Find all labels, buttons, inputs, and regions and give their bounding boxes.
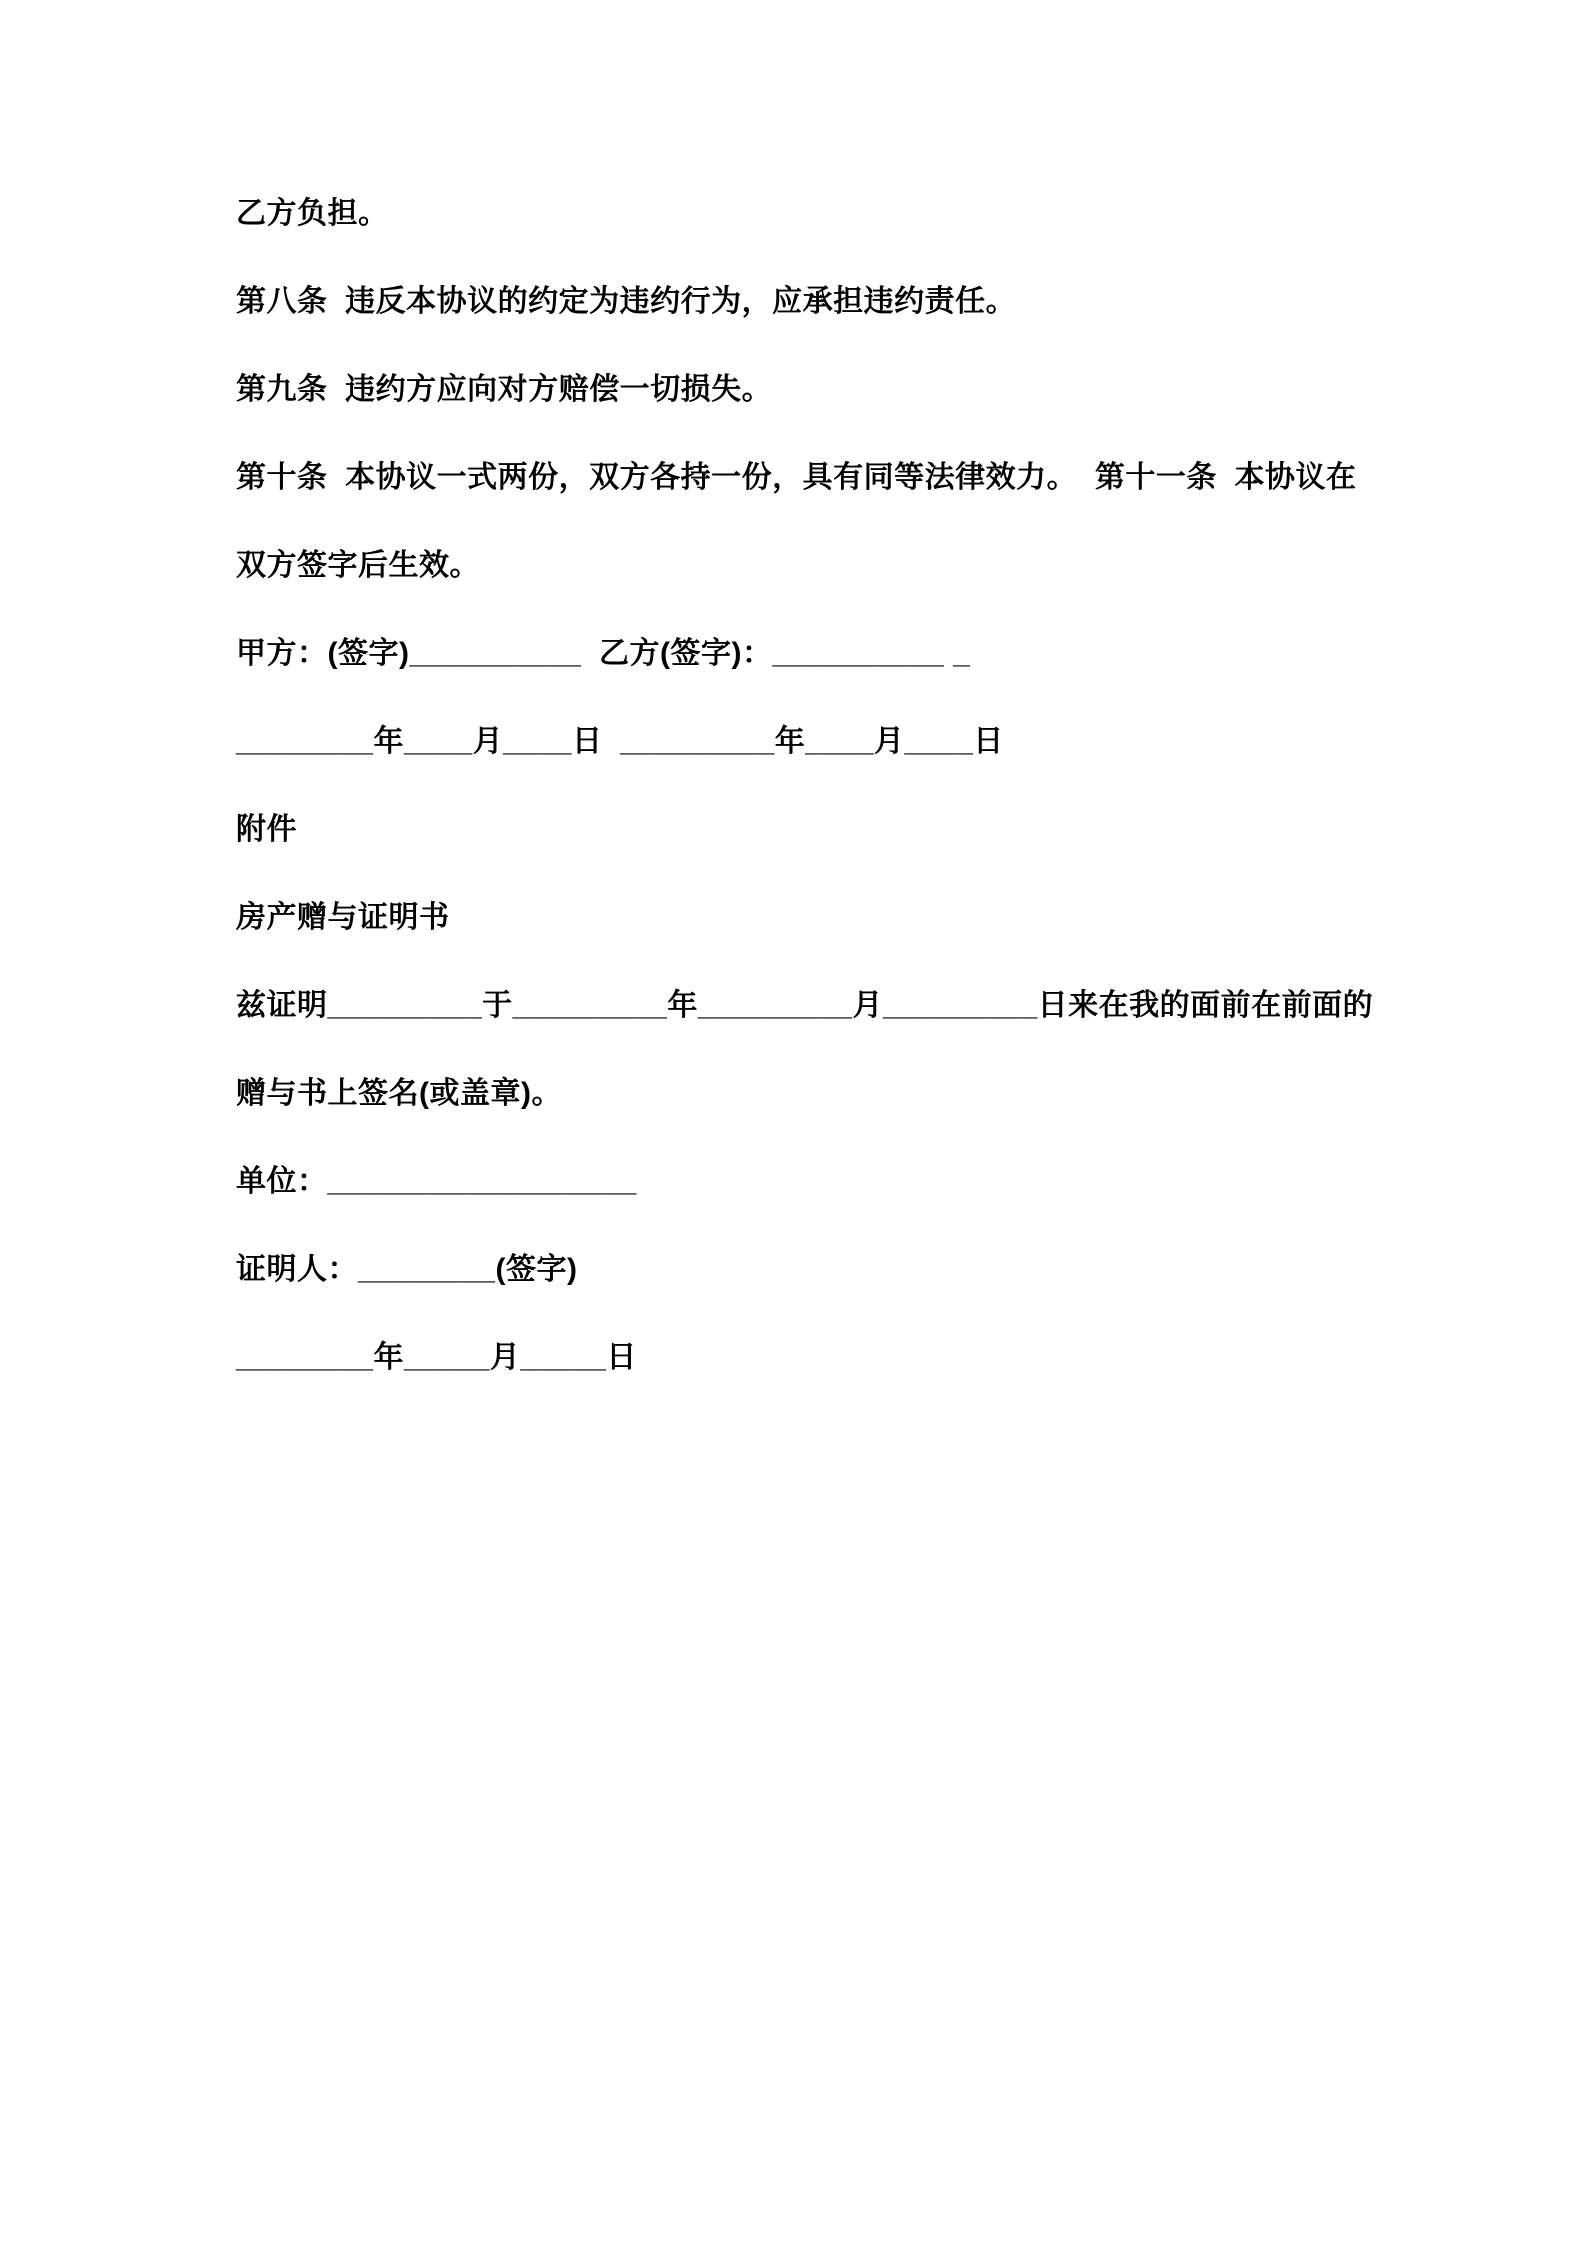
- paragraph-article-eight: 第八条 违反本协议的约定为违约行为，应承担违约责任。: [236, 285, 1017, 318]
- unit-line: 单位：__________________: [236, 1165, 637, 1198]
- witness-line: 证明人：________(签字): [236, 1253, 578, 1286]
- document-body: [236, 170, 1386, 1402]
- certification-statement: 兹证明_________于_________年_________月_________日来在我的面前在前面的赠与书上签名(或盖章)。: [236, 989, 1374, 1110]
- paragraph-article-ten-eleven: 第十条 本协议一式两份，双方各持一份，具有同等法律效力。 第十一条 本协议在双方签字后生效。: [236, 461, 1357, 582]
- paragraph-article-nine: 第九条 违约方应向对方赔偿一切损失。: [236, 373, 773, 406]
- signature-line-dates: ________年____月____日 _________年____月____日: [236, 725, 1004, 758]
- witness-date-line: ________年_____月_____日: [236, 1341, 637, 1374]
- attachment-title: 房产赠与证明书: [236, 901, 450, 934]
- signature-line-parties: 甲方：(签字)__________ 乙方(签字)：__________ _: [236, 637, 971, 670]
- paragraph-yifang-fudan: 乙方负担。: [236, 197, 389, 230]
- attachment-heading: 附件: [236, 813, 297, 846]
